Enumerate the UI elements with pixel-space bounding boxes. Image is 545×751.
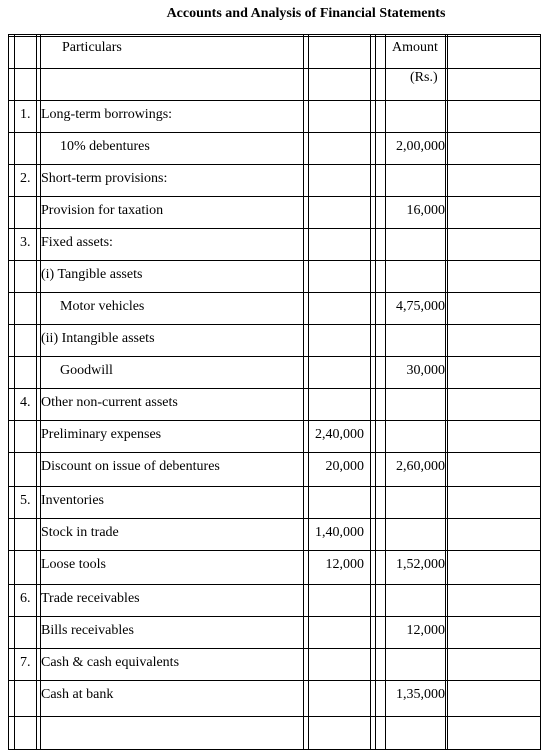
row-amount: 16,000 (406, 203, 445, 218)
grid-line (8, 132, 541, 133)
header-particulars: Particulars (62, 40, 122, 55)
grid-line (8, 34, 9, 750)
row-particulars: Discount on issue of debentures (41, 459, 220, 474)
row-particulars: Bills receivables (41, 623, 134, 638)
row-particulars: Trade receivables (41, 591, 140, 606)
grid-line (8, 196, 541, 197)
grid-line (8, 420, 541, 421)
row-number: 6. (20, 591, 31, 606)
row-particulars: Provision for taxation (41, 203, 164, 218)
row-amount: 4,75,000 (396, 299, 445, 314)
row-amount: 1,52,000 (396, 557, 445, 572)
row-particulars: (ii) Intangible assets (41, 331, 155, 346)
row-number: 4. (20, 395, 31, 410)
row-particulars: Motor vehicles (60, 299, 145, 314)
grid-line (8, 356, 541, 357)
row-particulars: Loose tools (41, 557, 106, 572)
grid-line (540, 34, 541, 750)
grid-line (445, 34, 446, 750)
row-particulars: Inventories (41, 493, 104, 508)
grid-line (8, 648, 541, 649)
grid-line (8, 388, 541, 389)
grid-line (8, 228, 541, 229)
row-subamount: 12,000 (325, 557, 364, 572)
grid-line (303, 34, 304, 750)
grid-line (8, 260, 541, 261)
row-subamount: 1,40,000 (315, 525, 364, 540)
grid-line (8, 616, 541, 617)
row-amount: 2,60,000 (396, 459, 445, 474)
grid-line (8, 486, 541, 487)
row-amount: 1,35,000 (396, 687, 445, 702)
row-number: 2. (20, 171, 31, 186)
grid-line (8, 518, 541, 519)
row-amount: 2,00,000 (396, 139, 445, 154)
grid-line (8, 164, 541, 165)
grid-line (8, 292, 541, 293)
row-amount: 12,000 (406, 623, 445, 638)
grid-line (36, 34, 37, 750)
page-title: Accounts and Analysis of Financial Statements (166, 6, 446, 21)
row-subamount: 20,000 (325, 459, 364, 474)
row-particulars: Short-term provisions: (41, 171, 168, 186)
row-number: 1. (20, 107, 31, 122)
row-particulars: (i) Tangible assets (41, 267, 143, 282)
grid-line (308, 34, 309, 750)
grid-line (8, 36, 541, 37)
grid-line (8, 749, 541, 750)
grid-line (14, 34, 15, 750)
row-particulars: Other non-current assets (41, 395, 178, 410)
header-unit: (Rs.) (410, 70, 438, 85)
row-number: 7. (20, 655, 31, 670)
row-particulars: Cash at bank (41, 687, 114, 702)
row-particulars: Stock in trade (41, 525, 119, 540)
grid-line (8, 100, 541, 101)
grid-line (8, 680, 541, 681)
grid-line (8, 716, 541, 717)
row-number: 3. (20, 235, 31, 250)
grid-line (447, 34, 448, 750)
grid-line (8, 324, 541, 325)
header-amount: Amount (392, 40, 438, 55)
grid-line (370, 34, 371, 750)
row-amount: 30,000 (406, 363, 445, 378)
grid-line (8, 452, 541, 453)
grid-line (8, 550, 541, 551)
row-particulars: 10% debentures (60, 139, 150, 154)
grid-line (8, 68, 541, 69)
grid-line (40, 34, 41, 750)
row-particulars: Preliminary expenses (41, 427, 162, 442)
row-particulars: Goodwill (60, 363, 113, 378)
row-particulars: Cash & cash equivalents (41, 655, 180, 670)
grid-line (8, 34, 541, 35)
row-number: 5. (20, 493, 31, 508)
row-particulars: Fixed assets: (41, 235, 113, 250)
grid-line (8, 584, 541, 585)
row-subamount: 2,40,000 (315, 427, 364, 442)
row-particulars: Long-term borrowings: (41, 107, 173, 122)
